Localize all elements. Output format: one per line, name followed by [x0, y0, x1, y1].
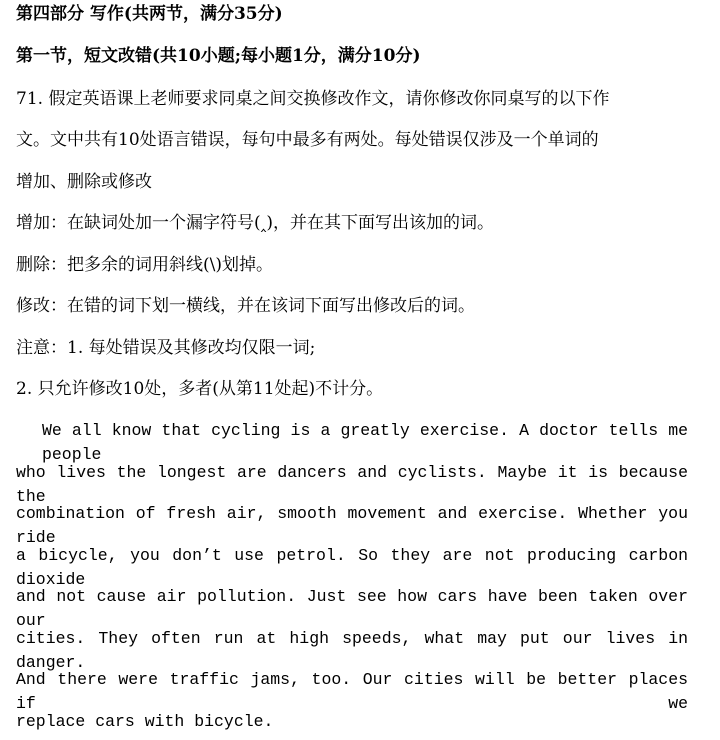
- instruction-line: 71. 假定英语课上老师要求同桌之间交换修改作文，请你修改你同桌写的以下作: [16, 89, 610, 109]
- instruction-note-2: 2. 只允许修改10处，多者(从第11处起)不计分。: [16, 379, 384, 399]
- subsection-title: 第一节，短文改错(共10小题;每小题1分，满分10分): [16, 46, 421, 66]
- passage-line: We all know that cycling is a greatly exercise. A doctor tells me people: [42, 421, 688, 464]
- instruction-note-1: 注意：1. 每处错误及其修改均仅限一词;: [16, 338, 316, 358]
- instruction-modify: 修改：在错的词下划一横线，并在该词下面写出修改后的词。: [16, 296, 475, 316]
- passage-line: a bicycle, you don’t use petrol. So they are not producing carbon dioxide: [16, 546, 688, 589]
- passage-line: who lives the longest are dancers and cyclists. Maybe it is because the: [16, 463, 688, 506]
- instruction-add: 增加：在缺词处加一个漏字符号(‸)，并在其下面写出该加的词。: [16, 213, 495, 233]
- section-title: 第四部分 写作(共两节，满分35分): [16, 4, 283, 24]
- passage-line: cities. They often run at high speeds, what may put our lives in danger.: [16, 629, 688, 672]
- passage-line: and not cause air pollution. Just see how cars have been taken over our: [16, 587, 688, 630]
- instruction-line: 文。文中共有10处语言错误，每句中最多有两处。每处错误仅涉及一个单词的: [16, 130, 599, 150]
- passage-line: combination of fresh air, smooth movement and exercise. Whether you ride: [16, 504, 688, 547]
- passage-line: replace cars with bicycle.: [16, 712, 274, 731]
- instruction-line: 增加、删除或修改: [16, 172, 152, 192]
- instruction-delete: 删除：把多余的词用斜线(\)划掉。: [16, 255, 273, 275]
- passage-line: And there were traffic jams, too. Our cities will be better places if we: [16, 670, 688, 713]
